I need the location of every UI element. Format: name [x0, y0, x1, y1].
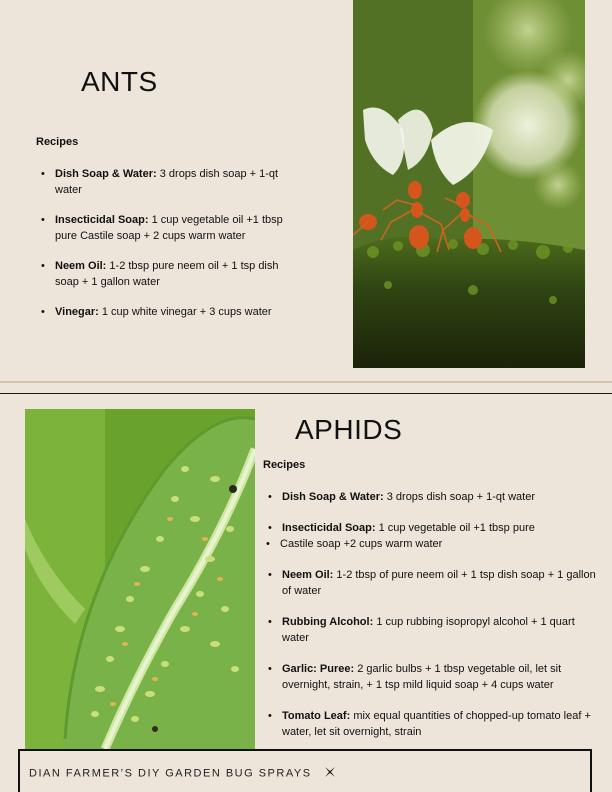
aphids-photo	[25, 409, 255, 749]
recipe-name: Tomato Leaf:	[282, 710, 351, 722]
recipe-name: Insecticidal Soap:	[282, 522, 376, 534]
recipe-name: Neem Oil:	[282, 569, 334, 581]
recipe-name: Dish Soap & Water:	[55, 168, 157, 180]
recipe-text: 3 drops dish soap + 1-qt water	[386, 491, 536, 503]
recipe-text: 1-2 tbsp of pure neem oil + 1 tsp dish soap + 1 gallon of water	[282, 569, 596, 597]
recipe-name: Rubbing Alcohol:	[282, 616, 374, 628]
aphids-recipe-list	[268, 489, 598, 755]
ants-illustration	[353, 0, 585, 368]
list-item	[268, 520, 598, 536]
recipe-text: 1 cup vegetable oil +1 tbsp pure Castile soap + 2 cups warm water	[55, 214, 283, 242]
list-item	[268, 489, 598, 505]
footer-label: DIAN FARMER’S DIY GARDEN BUG SPRAYS	[29, 767, 312, 780]
recipe-text: 2 garlic bulbs + 1 tbsp vegetable oil, let sit overnight, strain, + 1 tsp mild liquid soap + 4 cups water	[282, 663, 562, 691]
recipe-text: mix equal quantities of chopped-up tomato leaf + water, let sit overnight, strain	[282, 710, 591, 738]
aphids-recipes-heading: Recipes	[263, 459, 306, 471]
recipe-name: Insecticidal Soap:	[55, 214, 149, 226]
ants-recipe-list	[41, 166, 301, 334]
list-item	[268, 614, 598, 646]
ants-section	[0, 0, 612, 382]
recipe-name: Vinegar:	[55, 306, 99, 318]
recipe-text: 3 drops dish soap + 1-qt water	[55, 168, 279, 196]
recipe-text: 1 cup vegetable oil +1 tbsp pure	[378, 522, 535, 534]
recipe-name: Dish Soap & Water:	[282, 491, 384, 503]
section-divider	[0, 381, 612, 383]
recipe-text: 1-2 tbsp pure neem oil + 1 tsp dish soap + 1 gallon water	[55, 260, 279, 288]
list-item	[268, 661, 598, 693]
recipe-text: 1 cup white vinegar + 3 cups water	[101, 306, 272, 318]
ants-recipes-heading: Recipes	[36, 136, 79, 148]
list-item	[266, 536, 598, 552]
ants-title: ANTS	[81, 66, 158, 97]
list-item	[41, 304, 301, 320]
ants-photo	[353, 0, 585, 368]
list-item	[41, 212, 301, 244]
recipe-name: Garlic: Puree:	[282, 663, 355, 675]
aphids-illustration	[25, 409, 255, 749]
list-item	[268, 708, 598, 740]
list-item	[41, 258, 301, 290]
recipe-text: Castile soap +2 cups warm water	[280, 538, 443, 550]
list-item	[268, 567, 598, 599]
footer	[18, 749, 592, 792]
aphids-title: APHIDS	[295, 414, 403, 445]
recipe-text: 1 cup rubbing isopropyl alcohol + 1 quart water	[282, 616, 575, 644]
footer-title	[29, 766, 336, 781]
recipe-name: Neem Oil:	[55, 260, 107, 272]
list-item	[41, 166, 301, 198]
bug-icon	[324, 766, 336, 781]
